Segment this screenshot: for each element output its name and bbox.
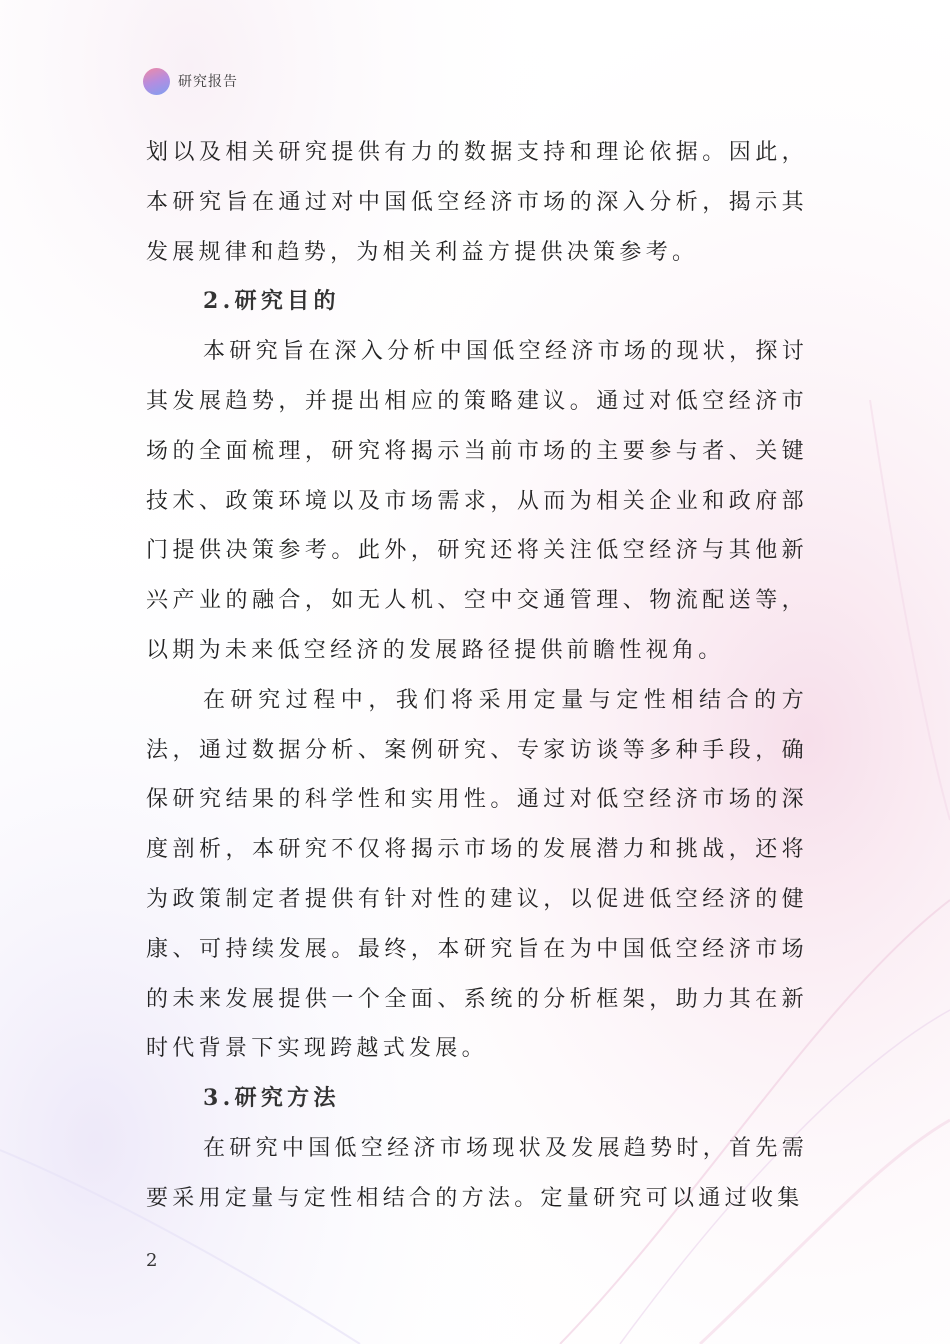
paragraph-research-method: 在研究中国低空经济市场现状及发展趋势时，首先需要采用定量与定性相结合的方法。定量研究可以通过收集 xyxy=(146,1135,808,1211)
paragraph-research-purpose: 本研究旨在深入分析中国低空经济市场的现状，探讨其发展趋势，并提出相应的策略建议。通过对低空经济市场的全面梳理，研究将揭示当前市场的主要参与者、关键技术、政策环境以及市场需求，从而为相关企业和政府部门提供决策参考。此外，研究还将关注低空经济与其他新兴产业的融合，如无人机、空中交通管理、物流配送等，以期为未来低空经济的发展路径提供前瞻性视角。 xyxy=(146,339,808,663)
paragraph-research-process: 在研究过程中，我们将采用定量与定性相结合的方法，通过数据分析、案例研究、专家访谈等多种手段，确保研究结果的科学性和实用性。通过对低空经济市场的深度剖析，本研究不仅将揭示市场的发展潜力和挑战，还将为政策制定者提供有针对性的建议，以促进低空经济的健康、可持续发展。最终，本研究旨在为中国低空经济市场的未来发展提供一个全面、系统的分析框架，助力其在新时代背景下实现跨越式发展。 xyxy=(146,687,808,1062)
page-header xyxy=(143,66,238,96)
section-heading-research-purpose: 2.研究目的 xyxy=(203,288,340,315)
section-heading-research-method: 3.研究方法 xyxy=(203,1085,340,1112)
page-number: 2 xyxy=(146,1250,158,1271)
header-title: 研究报告 xyxy=(178,74,238,90)
report-body xyxy=(146,128,808,1224)
paragraph-continued: 划以及相关研究提供有力的数据支持和理论依据。因此，本研究旨在通过对中国低空经济市场的深入分析，揭示其发展规律和趋势，为相关利益方提供决策参考。 xyxy=(146,140,808,265)
logo-icon xyxy=(143,68,170,95)
